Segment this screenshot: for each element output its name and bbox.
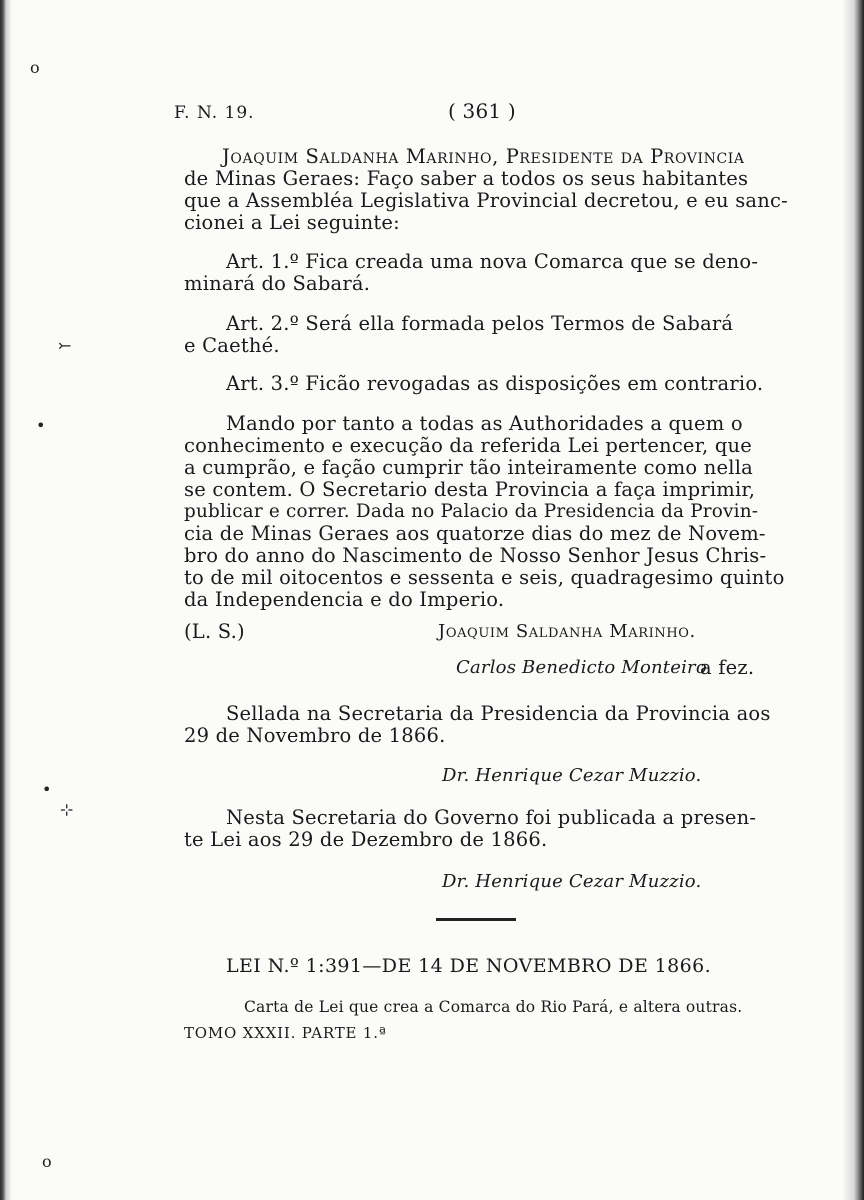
made-by-suffix: a fez. bbox=[700, 656, 755, 679]
mando-line: to de mil oitocentos e sessenta e seis, quadragesimo quinto bbox=[184, 566, 785, 589]
seal: (L. S.) bbox=[184, 620, 245, 643]
article-1: Art. 1.º Fica creada uma nova Comarca que se deno- bbox=[226, 250, 759, 273]
published-line: Nesta Secretaria do Governo foi publicada a presen- bbox=[226, 806, 757, 829]
scan-mark: • bbox=[36, 416, 46, 435]
sealed-line: 29 de Novembro de 1866. bbox=[184, 724, 446, 747]
official-signature: Dr. Henrique Cezar Muzzio. bbox=[442, 871, 702, 892]
official-signature: Dr. Henrique Cezar Muzzio. bbox=[442, 765, 702, 786]
mando-line: da Independencia e do Imperio. bbox=[184, 588, 505, 611]
scan-edge-left bbox=[0, 0, 12, 1200]
signature: Joaquim Saldanha Marinho. bbox=[438, 621, 696, 642]
scan-mark: ⊹ bbox=[60, 800, 74, 819]
preamble-line: Joaquim Saldanha Marinho, Presidente da Provincia bbox=[222, 145, 745, 168]
preamble-line: cionei a Lei seguinte: bbox=[184, 211, 400, 234]
page-number: ( 361 ) bbox=[448, 99, 516, 123]
published-line: te Lei aos 29 de Dezembro de 1866. bbox=[184, 828, 548, 851]
law-summary: Carta de Lei que crea a Comarca do Rio Pará, e altera outras. bbox=[244, 998, 743, 1016]
mando-line: se contem. O Secretario desta Provincia a faça imprimir, bbox=[184, 478, 756, 501]
punch-hole-mark: o bbox=[42, 1152, 52, 1171]
mando-line: cia de Minas Geraes aos quatorze dias do mez de Novem- bbox=[184, 522, 766, 545]
sealed-line: Sellada na Secretaria da Presidencia da Provincia aos bbox=[226, 702, 771, 725]
preamble-line: que a Assembléa Legislativa Provincial decretou, e eu sanc- bbox=[184, 189, 788, 212]
article-2: Art. 2.º Será ella formada pelos Termos de Sabará bbox=[226, 312, 734, 335]
volume-signature: TOMO XXXII. PARTE 1.ª bbox=[184, 1024, 387, 1042]
article-2: e Caethé. bbox=[184, 334, 280, 357]
mando-line: conhecimento e execução da referida Lei pertencer, que bbox=[184, 434, 753, 457]
scan-mark: ⤚ bbox=[58, 336, 72, 355]
mando-line: a cumprão, e fação cumprir tão inteiramente como nella bbox=[184, 456, 753, 479]
preamble-line: de Minas Geraes: Faço saber a todos os seus habitantes bbox=[184, 167, 749, 190]
mando-line: publicar e correr. Dada no Palacio da Presidencia da Provin- bbox=[184, 501, 759, 522]
made-by-name: Carlos Benedicto Monteiro bbox=[456, 657, 707, 678]
section-divider bbox=[436, 918, 516, 921]
running-head: F. N. 19. bbox=[174, 103, 255, 123]
punch-hole-mark: o bbox=[30, 58, 40, 77]
mando-line: bro do anno do Nascimento de Nosso Senhor Jesus Chris- bbox=[184, 544, 767, 567]
mando-line: Mando por tanto a todas as Authoridades a quem o bbox=[226, 412, 743, 435]
article-1: minará do Sabará. bbox=[184, 272, 371, 295]
article-3: Art. 3.º Ficão revogadas as disposições em contrario. bbox=[226, 372, 764, 395]
law-title: LEI N.º 1:391—DE 14 DE NOVEMBRO DE 1866. bbox=[226, 955, 712, 977]
scan-mark: • bbox=[42, 780, 52, 799]
scan-edge-right bbox=[842, 0, 864, 1200]
